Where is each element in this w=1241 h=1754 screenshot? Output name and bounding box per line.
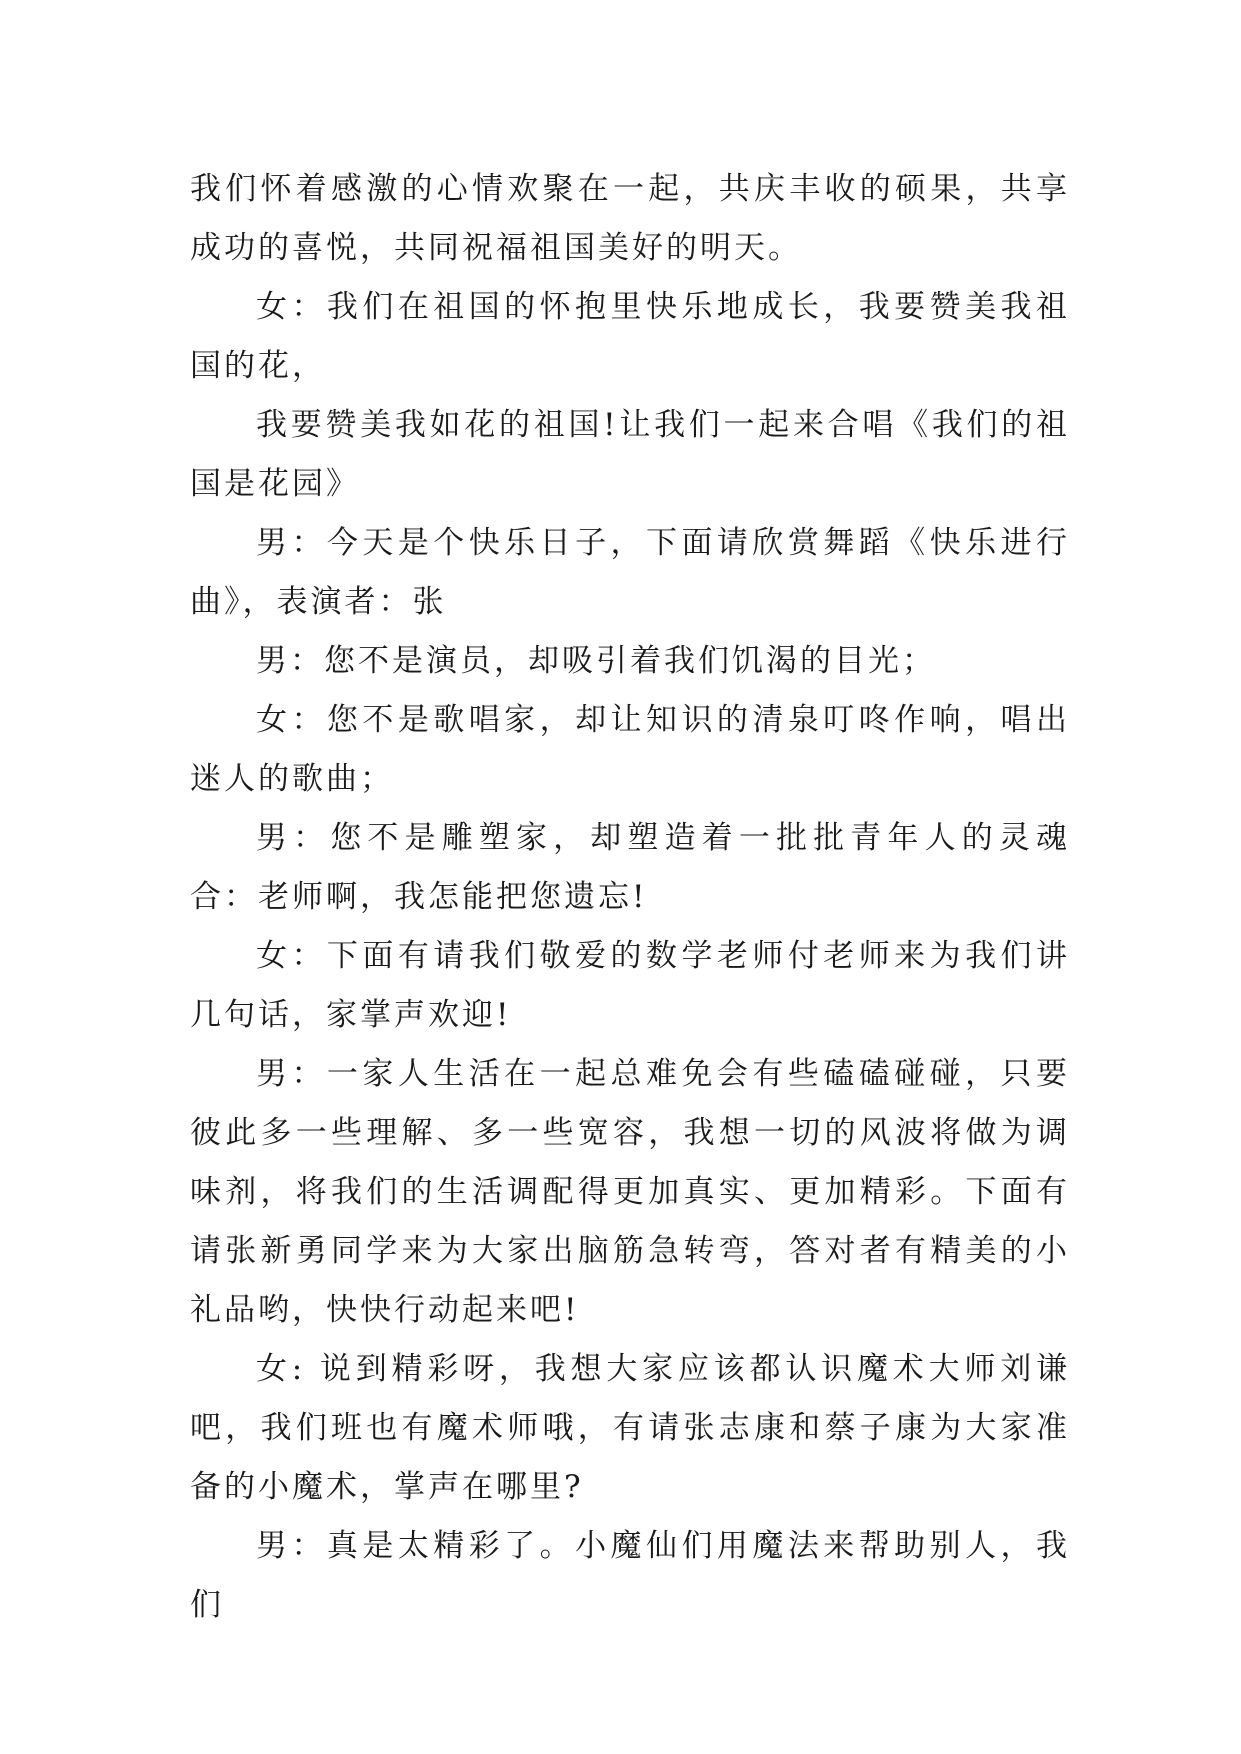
paragraph-5: 男：您不是演员，却吸引着我们饥渴的目光； [256,643,936,679]
paragraph-2: 女：我们在祖国的怀抱里快乐地成长，我要赞美我祖国的花， [190,289,1070,384]
paragraph-4: 男：今天是个快乐日子，下面请欣赏舞蹈《快乐进行曲》，表演者：张 [190,525,1070,620]
paragraph-3: 我要赞美我如花的祖国!让我们一起来合唱《我们的祖国是花园》 [190,407,1070,502]
paragraph-7: 男：您不是雕塑家，却塑造着一批批青年人的灵魂合：老师啊，我怎能把您遗忘! [190,820,1070,915]
paragraph-6: 女：您不是歌唱家，却让知识的清泉叮咚作响，唱出迷人的歌曲； [190,702,1070,797]
paragraph-1: 我们怀着感激的心情欢聚在一起，共庆丰收的硕果，共享成功的喜悦，共同祝福祖国美好的明天。 [190,171,1070,266]
document-body [190,160,1070,1635]
paragraph-9: 男：一家人生活在一起总难免会有些磕磕碰碰，只要彼此多一些理解、多一些宽容，我想一切的风波将做为调味剂，将我们的生活调配得更加真实、更加精彩。下面有请张新勇同学来为大家出脑筋急转弯，答对者有精美的小礼品哟，快快行动起来吧! [190,1056,1070,1328]
paragraph-10: 女: 说到精彩呀，我想大家应该都认识魔术大师刘谦吧，我们班也有魔术师哦，有请张志康和蔡子康为大家准备的小魔术，掌声在哪里? [190,1351,1070,1505]
paragraph-8: 女：下面有请我们敬爱的数学老师付老师来为我们讲几句话，家掌声欢迎! [190,938,1070,1033]
paragraph-11: 男：真是太精彩了。小魔仙们用魔法来帮助别人，我们 [190,1528,1070,1623]
